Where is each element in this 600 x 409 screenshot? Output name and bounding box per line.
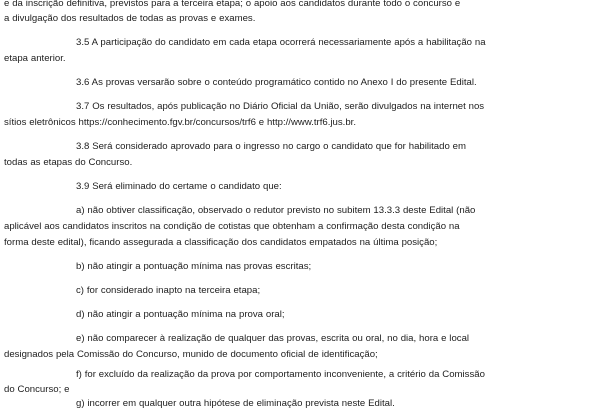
item-g: g) incorrer em qualquer outra hipótese de eliminação prevista neste Edital. bbox=[76, 398, 395, 409]
text-line: a divulgação dos resultados de todas as provas e exames. bbox=[4, 13, 256, 24]
paragraph-3-6: 3.6 As provas versarão sobre o conteúdo programático contido no Anexo I do presente Edital. bbox=[76, 77, 477, 88]
text-line: e da inscrição definitiva, previstos para a terceira etapa; o apoio aos candidatos durante todo o concurso e bbox=[4, 0, 461, 9]
item-b: b) não atingir a pontuação mínima nas provas escritas; bbox=[76, 261, 312, 272]
text-line: todas as etapas do Concurso. bbox=[4, 157, 133, 168]
text-line: forma deste edital), ficando assegurada a classificação dos candidatos empatados na última posição; bbox=[4, 237, 438, 248]
paragraph-3-7: 3.7 Os resultados, após publicação no Diário Oficial da União, serão divulgados na internet nos bbox=[76, 101, 485, 112]
paragraph-3-5: 3.5 A participação do candidato em cada etapa ocorrerá necessariamente após a habilitação na bbox=[76, 37, 486, 48]
text-line: etapa anterior. bbox=[4, 53, 66, 64]
item-a: a) não obtiver classificação, observado o redutor previsto no subitem 13.3.3 deste Edital (não bbox=[76, 205, 476, 216]
item-f: f) for excluído da realização da prova por comportamento inconveniente, a critério da Comissão bbox=[76, 369, 485, 380]
text-line: designados pela Comissão do Concurso, munido de documento oficial de identificação; bbox=[4, 349, 378, 360]
paragraph-3-8: 3.8 Será considerado aprovado para o ingresso no cargo o candidato que for habilitado em bbox=[76, 141, 467, 152]
item-c: c) for considerado inapto na terceira etapa; bbox=[76, 285, 261, 296]
paragraph-3-9: 3.9 Será eliminado do certame o candidato que: bbox=[76, 181, 282, 192]
item-d: d) não atingir a pontuação mínima na prova oral; bbox=[76, 309, 285, 320]
text-line: sítios eletrônicos https://conhecimento.fgv.br/concursos/trf6 e http://www.trf6.jus.br. bbox=[4, 117, 357, 128]
text-line: aplicável aos candidatos inscritos na condição de cotistas que obtenham a confirmação desta condição na bbox=[4, 221, 460, 232]
text-line: do Concurso; e bbox=[4, 384, 70, 395]
item-e: e) não comparecer à realização de qualquer das provas, escrita ou oral, no dia, hora e local bbox=[76, 333, 470, 344]
